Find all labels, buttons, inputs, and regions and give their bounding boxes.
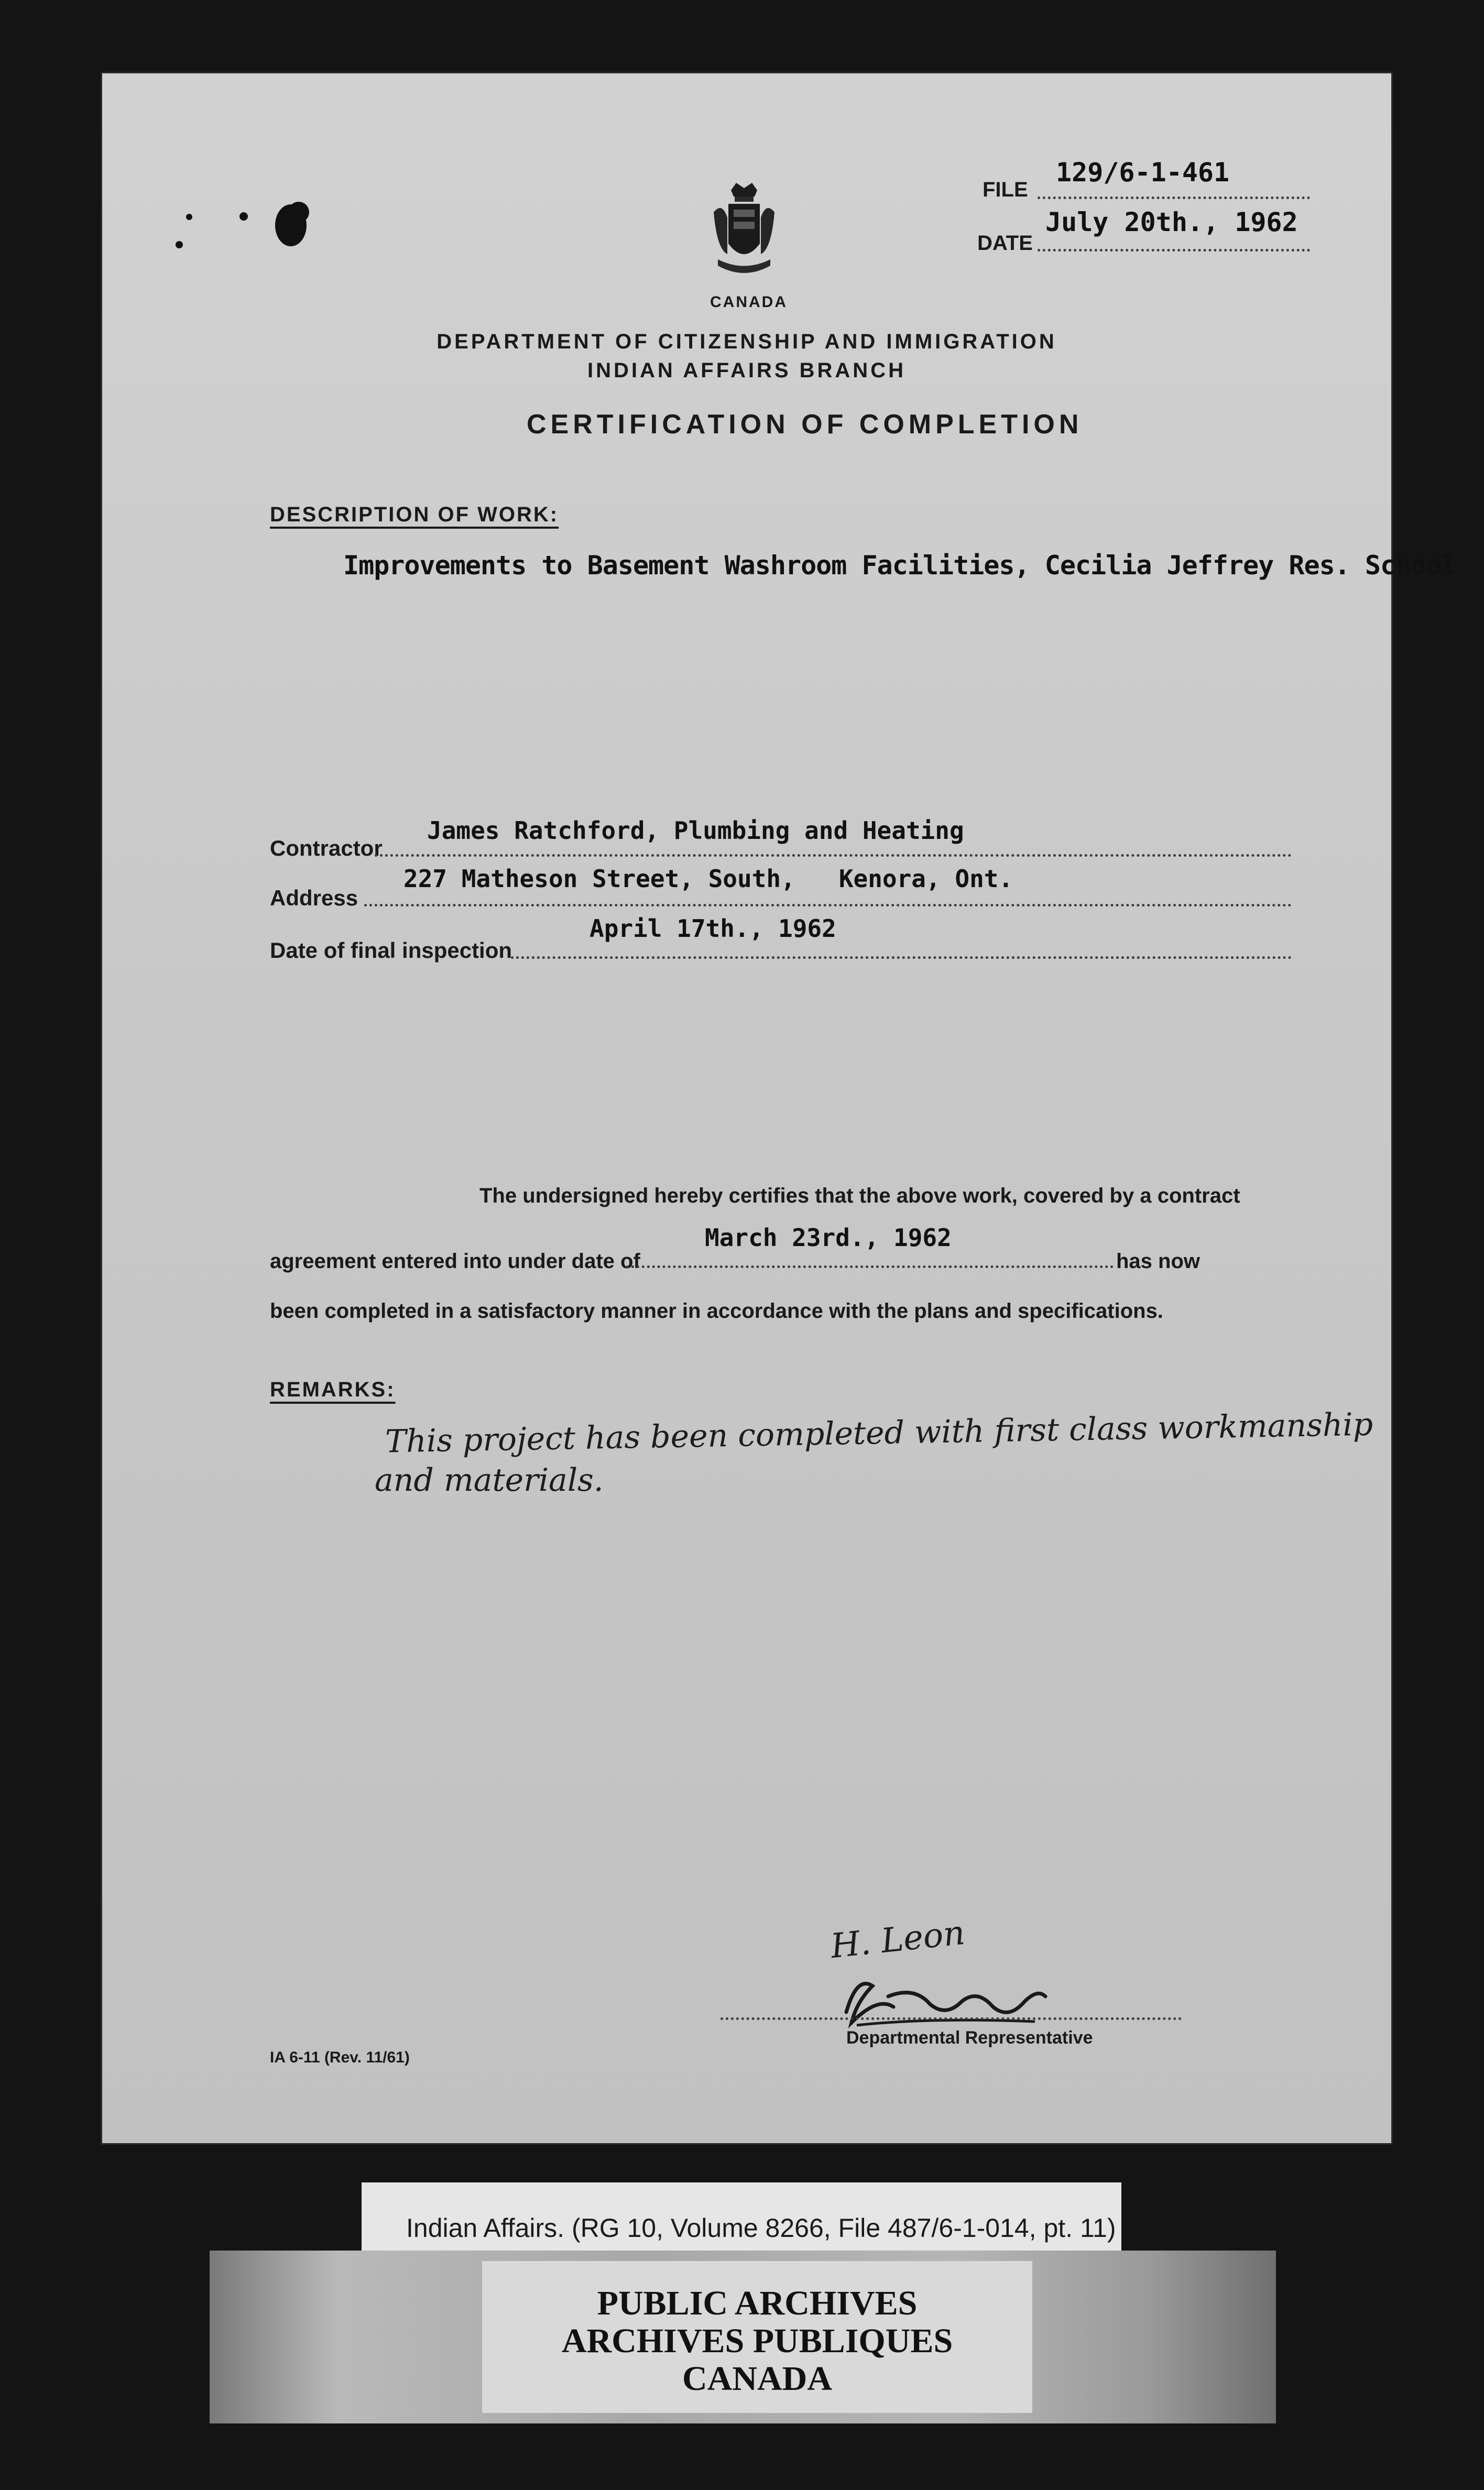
form-number: IA 6-11 (Rev. 11/61) xyxy=(270,2049,410,2066)
archive-stamp-strip xyxy=(210,2251,1276,2423)
branch-name: INDIAN AFFAIRS BRANCH xyxy=(587,359,906,382)
inspection-value: April 17th., 1962 xyxy=(590,914,836,943)
certification-line-2-prefix: agreement entered into under date of xyxy=(270,1250,640,1273)
date-line xyxy=(1038,238,1310,252)
contractor-value: James Ratchford, Plumbing and Heating xyxy=(427,816,964,845)
signature-line xyxy=(721,2007,1182,2020)
ink-speck xyxy=(176,241,183,248)
ink-speck xyxy=(186,214,192,220)
remarks-handwritten-line-2: and materials. xyxy=(375,1462,604,1499)
contractor-label: Contractor xyxy=(270,836,383,860)
remarks-label: REMARKS: xyxy=(270,1378,396,1401)
signature-initials: H. Leon xyxy=(828,1913,967,1967)
remarks-handwritten-line-1: This project has been completed with first class workmanship xyxy=(385,1406,1373,1460)
contract-date: March 23rd., 1962 xyxy=(705,1224,952,1252)
certification-line-3: been completed in a satisfactory manner in accordance with the plans and specifications. xyxy=(270,1299,1163,1323)
archive-stamp-line-2: ARCHIVES PUBLIQUES xyxy=(561,2322,953,2360)
certification-line-2-suffix: has now xyxy=(1116,1250,1201,1273)
address-label: Address xyxy=(270,886,358,910)
department-name: DEPARTMENT OF CITIZENSHIP AND IMMIGRATION xyxy=(437,330,1057,353)
signature-label: Departmental Representative xyxy=(846,2028,1093,2048)
file-label: FILE xyxy=(983,178,1028,201)
contract-date-line xyxy=(626,1255,1114,1268)
document-title: CERTIFICATION OF COMPLETION xyxy=(527,409,1083,440)
file-line xyxy=(1038,186,1310,199)
description-value: Improvements to Basement Washroom Facilities, Cecilia Jeffrey Res. School xyxy=(343,550,1457,581)
certification-line-1: The undersigned hereby certifies that the above work, covered by a contract xyxy=(479,1184,1240,1207)
archive-stamp xyxy=(482,2261,1032,2413)
file-number: 129/6-1-461 xyxy=(1056,157,1230,188)
canada-coat-of-arms-icon xyxy=(707,181,781,291)
description-label: DESCRIPTION OF WORK: xyxy=(270,503,559,526)
contractor-line xyxy=(375,844,1292,857)
crest-caption: CANADA xyxy=(710,293,788,311)
date-label: DATE xyxy=(977,232,1033,255)
inspection-line xyxy=(511,946,1292,959)
archive-stamp-line-1: PUBLIC ARCHIVES xyxy=(597,2284,918,2322)
signature-scrawl xyxy=(836,1965,1056,2033)
certificate-page xyxy=(102,73,1457,2143)
inspection-label: Date of final inspection xyxy=(270,938,512,963)
ink-smudge xyxy=(288,202,309,223)
archive-stamp-line-3: CANADA xyxy=(682,2360,832,2398)
address-line xyxy=(364,893,1292,907)
ink-speck xyxy=(239,212,248,221)
address-value: 227 Matheson Street, South, Kenora, Ont. xyxy=(403,865,1013,893)
archive-reference: Indian Affairs. (RG 10, Volume 8266, File 487/6-1-014, pt. 11) xyxy=(406,2213,1116,2243)
document-date: July 20th., 1962 xyxy=(1045,207,1298,237)
